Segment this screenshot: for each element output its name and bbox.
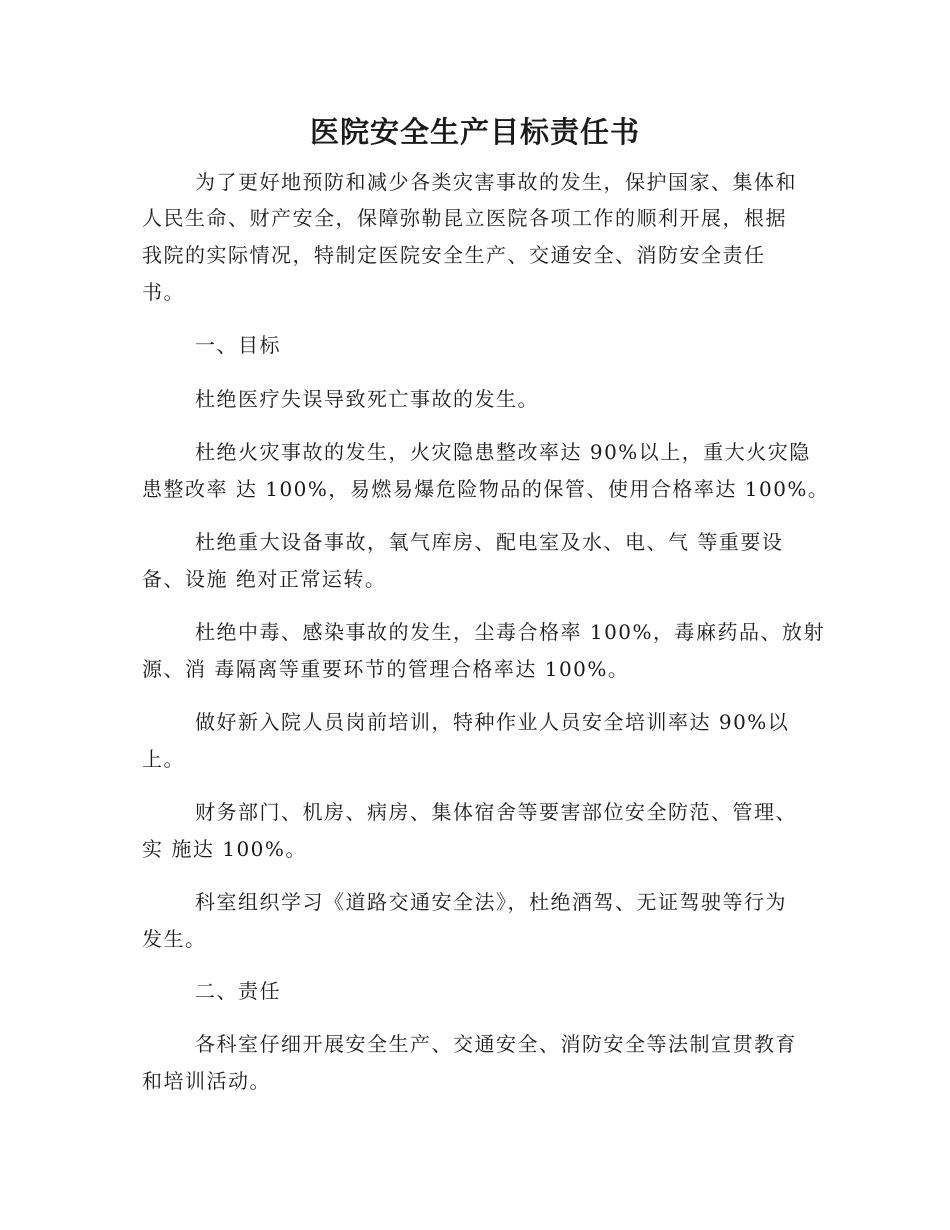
intro-line-4: 书。 [142, 280, 185, 304]
responsibility-line-1: 各科室仔细开展安全生产、交通安全、消防安全等法制宣贯教育 [195, 1032, 797, 1056]
responsibility-line-2: 和培训活动。 [142, 1069, 271, 1093]
intro-line-1: 为了更好地预防和减少各类灾害事故的发生，保护国家、集体和 [195, 170, 797, 194]
goal-security-line-1: 财务部门、机房、病房、集体宿舍等要害部位安全防范、管理、 [195, 800, 797, 824]
document-title: 医院安全生产目标责任书 [309, 115, 640, 149]
section-heading-responsibility: 二、责任 [195, 979, 281, 1003]
goal-fire-line-2: 患整改率 达 100%，易燃易爆危险物品的保管、使用合格率达 100%。 [142, 477, 830, 501]
goal-medical-line-1: 杜绝医疗失误导致死亡事故的发生。 [195, 387, 539, 411]
goal-fire-line-1: 杜绝火灾事故的发生，火灾隐患整改率达 90%以上，重大火灾隐 [195, 440, 811, 464]
goal-training-line-2: 上。 [142, 747, 185, 771]
goal-traffic-line-1: 科室组织学习《道路交通安全法》，杜绝酒驾、无证驾驶等行为 [195, 890, 787, 914]
goal-security-line-2: 实 施达 100%。 [142, 837, 307, 861]
goal-equipment-line-2: 备、设施 绝对正常运转。 [142, 567, 387, 591]
goal-equipment-line-1: 杜绝重大设备事故，氧气库房、配电室及水、电、气 等重要设 [195, 530, 784, 554]
intro-line-3: 我院的实际情况，特制定医院安全生产、交通安全、消防安全责任 [142, 243, 766, 267]
goal-poison-line-2: 源、消 毒隔离等重要环节的管理合格率达 100%。 [142, 657, 630, 681]
goal-training-line-1: 做好新入院人员岗前培训，特种作业人员安全培训率达 90%以 [195, 710, 790, 734]
section-heading-goals: 一、目标 [195, 333, 281, 357]
goal-traffic-line-2: 发生。 [142, 927, 207, 951]
goal-poison-line-1: 杜绝中毒、感染事故的发生，尘毒合格率 100%，毒麻药品、放射 [195, 620, 826, 644]
intro-line-2: 人民生命、财产安全，保障弥勒昆立医院各项工作的顺利开展，根据 [142, 206, 787, 230]
